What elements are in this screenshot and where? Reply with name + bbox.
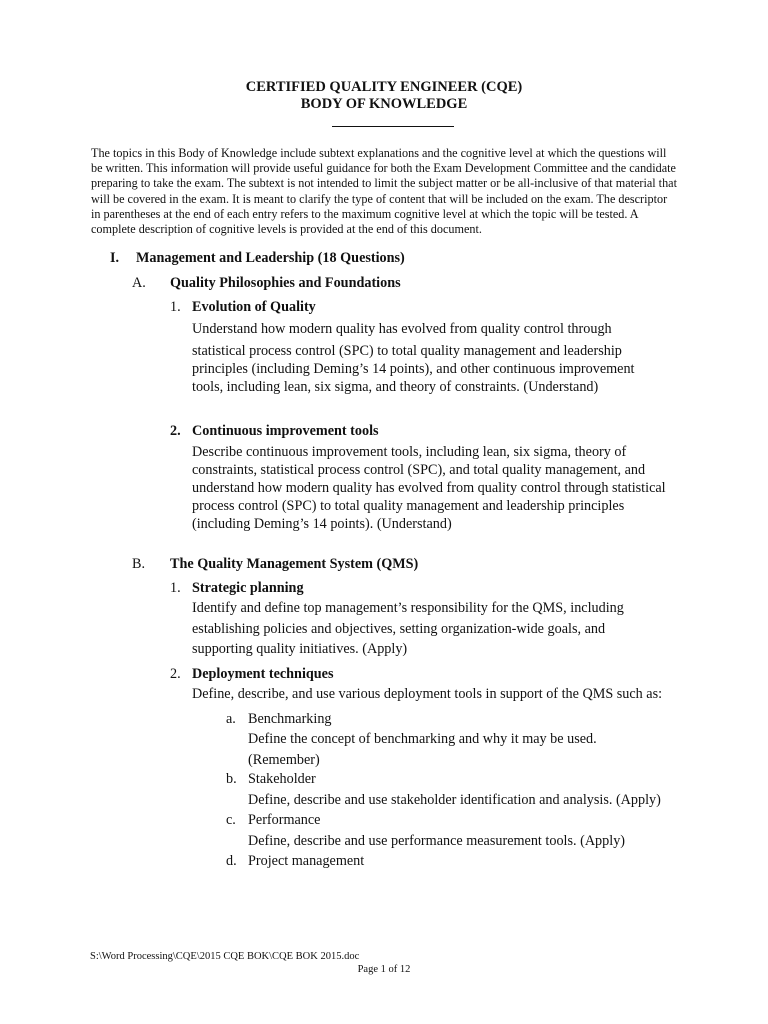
subitem-a-letter: a. [226, 711, 236, 727]
subitem-c-letter: c. [226, 812, 236, 828]
subitem-d-title: Project management [248, 853, 365, 869]
subsection-A-title: Quality Philosophies and Foundations [170, 275, 401, 291]
item-A1-text: tools, including lean, six sigma, and theory of constraints. (Understand) [192, 379, 599, 395]
subitem-b-title: Stakeholder [248, 771, 316, 787]
subitem-a-text: Define the concept of benchmarking and why it may be used. [248, 731, 597, 747]
subitem-b-text: Define, describe and use stakeholder identification and analysis. (Apply) [248, 792, 661, 808]
item-A1-text: Understand how modern quality has evolved from quality control through [192, 321, 612, 337]
intro-line: preparing to take the exam. The subtext is not intended to limit the subject matter or be all-inclusive of that material that [91, 176, 677, 191]
intro-paragraph [91, 146, 703, 237]
subsection-B-title: The Quality Management System (QMS) [170, 556, 419, 572]
subitem-d-letter: d. [226, 853, 237, 869]
item-A2-text: understand how modern quality has evolved from quality control through statistical [192, 480, 666, 496]
item-A2-text: Describe continuous improvement tools, including lean, six sigma, theory of [192, 444, 627, 460]
intro-line: in parentheses at the end of each entry refers to the maximum cognitive level at which the topic will be tested. A [91, 206, 639, 221]
item-B2-number: 2. [170, 666, 181, 682]
footer-page-number: Page 1 of 12 [357, 964, 411, 975]
subitem-c-title: Performance [248, 812, 321, 828]
item-B1-number: 1. [170, 580, 181, 596]
item-B1-title: Strategic planning [192, 580, 304, 596]
item-A1-number: 1. [170, 299, 181, 315]
item-A2-text: constraints, statistical process control (SPC), and total quality management, and [192, 462, 646, 478]
intro-line: The topics in this Body of Knowledge include subtext explanations and the cognitive level at which the questions will [91, 146, 667, 160]
item-B1-text: Identify and define top management’s responsibility for the QMS, including [192, 600, 624, 616]
item-B2-title: Deployment techniques [192, 666, 334, 682]
subsection-B-letter: B. [132, 556, 146, 572]
item-A2-number: 2. [170, 423, 181, 439]
intro-line: complete description of cognitive levels is provided at the end of this document. [91, 222, 482, 237]
item-A1-title: Evolution of Quality [192, 299, 316, 315]
subitem-b-letter: b. [226, 771, 237, 787]
item-A2-text: process control (SPC) to total quality management and leadership principles [192, 498, 625, 514]
intro-line: will be covered in the exam. It is meant to clarify the type of content that will be included on the exam. The descriptor [91, 191, 668, 206]
item-A1-text: principles (including Deming’s 14 points), and other continuous improvement [192, 361, 635, 377]
intro-line: be written. This information will provide useful guidance for both the Exam Development Committee and the candidate [91, 161, 676, 176]
subitem-c-text: Define, describe and use performance measurement tools. (Apply) [248, 833, 626, 849]
subitem-a-text: (Remember) [248, 752, 320, 768]
doc-title-line1: CERTIFIED QUALITY ENGINEER (CQE) [245, 79, 523, 95]
footer-file-path: S:\Word Processing\CQE\2015 CQE BOK\CQE BOK 2015.doc [90, 951, 360, 962]
subitem-a-title: Benchmarking [248, 711, 332, 727]
item-B2-text: Define, describe, and use various deployment tools in support of the QMS such as: [192, 686, 663, 702]
subsection-A-letter: A. [132, 275, 146, 291]
item-A2-text: (including Deming’s 14 points). (Understand) [192, 516, 452, 532]
item-A1-text: statistical process control (SPC) to total quality management and leadership [192, 343, 622, 359]
item-B1-text: establishing policies and objectives, setting organization-wide goals, and [192, 621, 606, 637]
title-divider [332, 126, 454, 127]
item-B1-text: supporting quality initiatives. (Apply) [192, 641, 408, 657]
section-I-number: I. [110, 250, 120, 266]
doc-title-line2: BODY OF KNOWLEDGE [300, 96, 468, 112]
section-I-title: Management and Leadership (18 Questions) [136, 250, 405, 266]
item-A2-title: Continuous improvement tools [192, 423, 379, 439]
